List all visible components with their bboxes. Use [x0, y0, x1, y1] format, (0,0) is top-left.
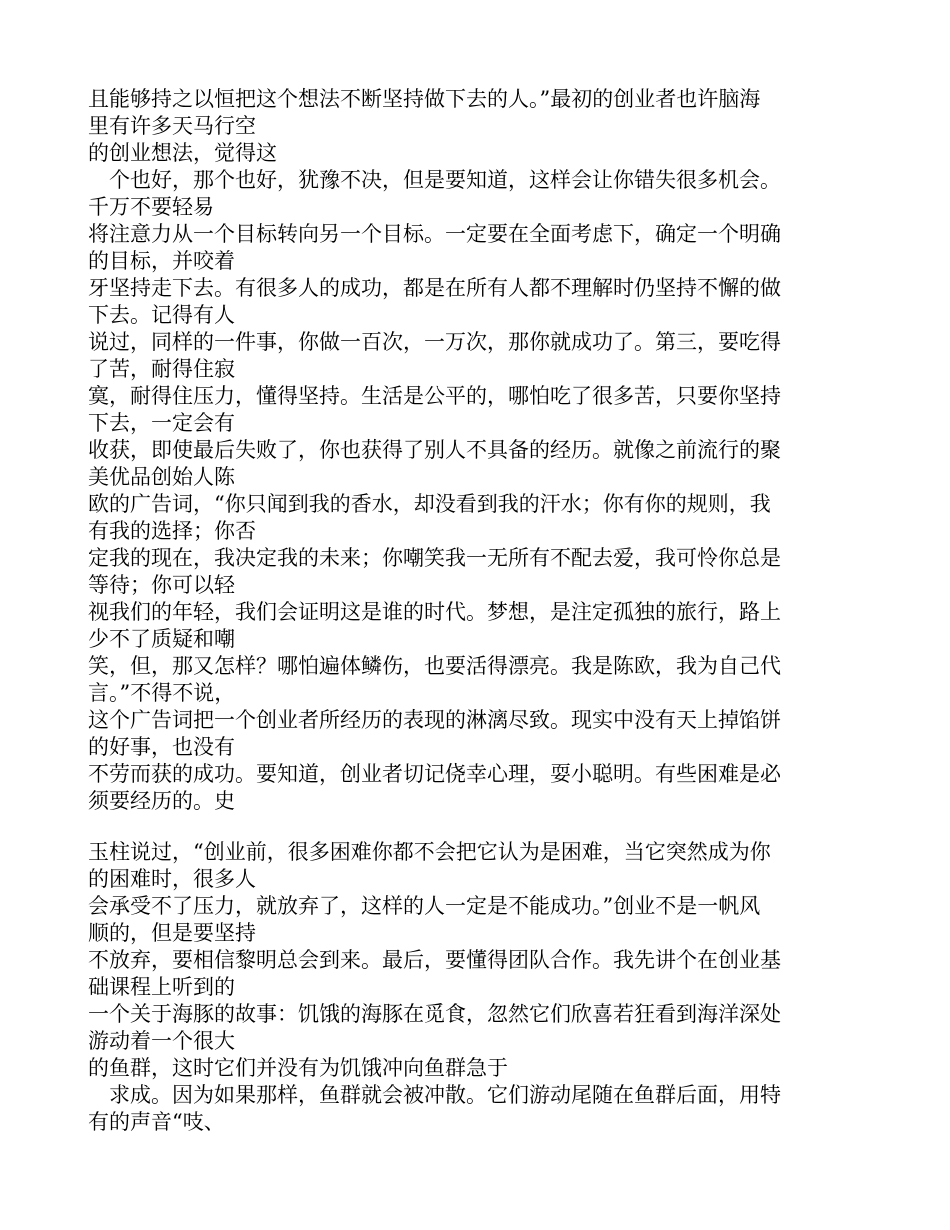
text-line: 有我的选择；你否 [88, 519, 256, 543]
text-line: 一个关于海豚的故事：饥饿的海豚在觅食，忽然它们欣喜若狂看到海洋深处 [88, 1002, 781, 1026]
text-line: 游动着一个很大 [88, 1029, 235, 1053]
text-line: 美优品创始人陈 [88, 465, 235, 489]
text-line: 求成。因为如果那样，鱼群就会被冲散。它们游动尾随在鱼群后面，用特 [88, 1083, 781, 1107]
text-line: 将注意力从一个目标转向另一个目标。一定要在全面考虑下，确定一个明确 [88, 222, 781, 246]
text-line: 个也好，那个也好，犹豫不决，但是要知道，这样会让你错失很多机会。 [88, 168, 781, 192]
text-line: 收获，即使最后失败了，你也获得了别人不具备的经历。就像之前流行的聚 [88, 438, 781, 462]
text-line: 定我的现在，我决定我的未来；你嘲笑我一无所有不配去爱，我可怜你总是 [88, 546, 781, 570]
text-line: 说过，同样的一件事，你做一百次，一万次，那你就成功了。第三，要吃得 [88, 330, 781, 354]
text-line: 了苦，耐得住寂 [88, 357, 235, 381]
text-line: 笑，但，那又怎样？哪怕遍体鳞伤，也要活得漂亮。我是陈欧，我为自己代 [88, 654, 781, 678]
text-line: 会承受不了压力，就放弃了，这样的人一定是不能成功。”创业不是一帆风 [88, 894, 761, 918]
text-line: 等待；你可以轻 [88, 573, 235, 597]
text-line: 顺的，但是要坚持 [88, 921, 256, 945]
text-line: 牙坚持走下去。有很多人的成功，都是在所有人都不理解时仍坚持不懈的做 [88, 276, 781, 300]
paragraph-block-2 [88, 839, 868, 1136]
text-line: 玉柱说过，“创业前，很多困难你都不会把它认为是困难，当它突然成为你 [88, 840, 771, 864]
text-line: 千万不要轻易 [88, 195, 214, 219]
paragraph-block-1 [88, 86, 868, 815]
text-line: 少不了质疑和嘲 [88, 627, 235, 651]
text-line: 不放弃，要相信黎明总会到来。最后，要懂得团队合作。我先讲个在创业基 [88, 948, 781, 972]
text-line: 欧的广告词，“你只闻到我的香水，却没看到我的汗水；你有你的规则，我 [88, 492, 771, 516]
paragraph-gap [88, 815, 868, 839]
text-line: 言。”不得不说， [88, 681, 236, 705]
text-line: 视我们的年轻，我们会证明这是谁的时代。梦想，是注定孤独的旅行，路上 [88, 600, 781, 624]
text-line: 有的声音“吱、 [88, 1110, 225, 1134]
text-line: 的鱼群，这时它们并没有为饥饿冲向鱼群急于 [88, 1056, 508, 1080]
body-text [88, 86, 868, 1136]
text-line: 且能够持之以恒把这个想法不断坚持做下去的人。”最初的创业者也许脑海 [88, 87, 761, 111]
text-line: 须要经历的。史 [88, 789, 235, 813]
text-line: 的好事，也没有 [88, 735, 235, 759]
text-line: 础课程上听到的 [88, 975, 235, 999]
text-line: 不劳而获的成功。要知道，创业者切记侥幸心理，耍小聪明。有些困难是必 [88, 762, 781, 786]
text-line: 下去，一定会有 [88, 411, 235, 435]
text-line: 的困难时，很多人 [88, 867, 256, 891]
text-line: 的创业想法，觉得这 [88, 141, 277, 165]
text-line: 这个广告词把一个创业者所经历的表现的淋漓尽致。现实中没有天上掉馅饼 [88, 708, 781, 732]
text-line: 里有许多天马行空 [88, 114, 256, 138]
text-line: 的目标，并咬着 [88, 249, 235, 273]
text-line: 寞，耐得住压力，懂得坚持。生活是公平的，哪怕吃了很多苦，只要你坚持 [88, 384, 781, 408]
text-line: 下去。记得有人 [88, 303, 235, 327]
